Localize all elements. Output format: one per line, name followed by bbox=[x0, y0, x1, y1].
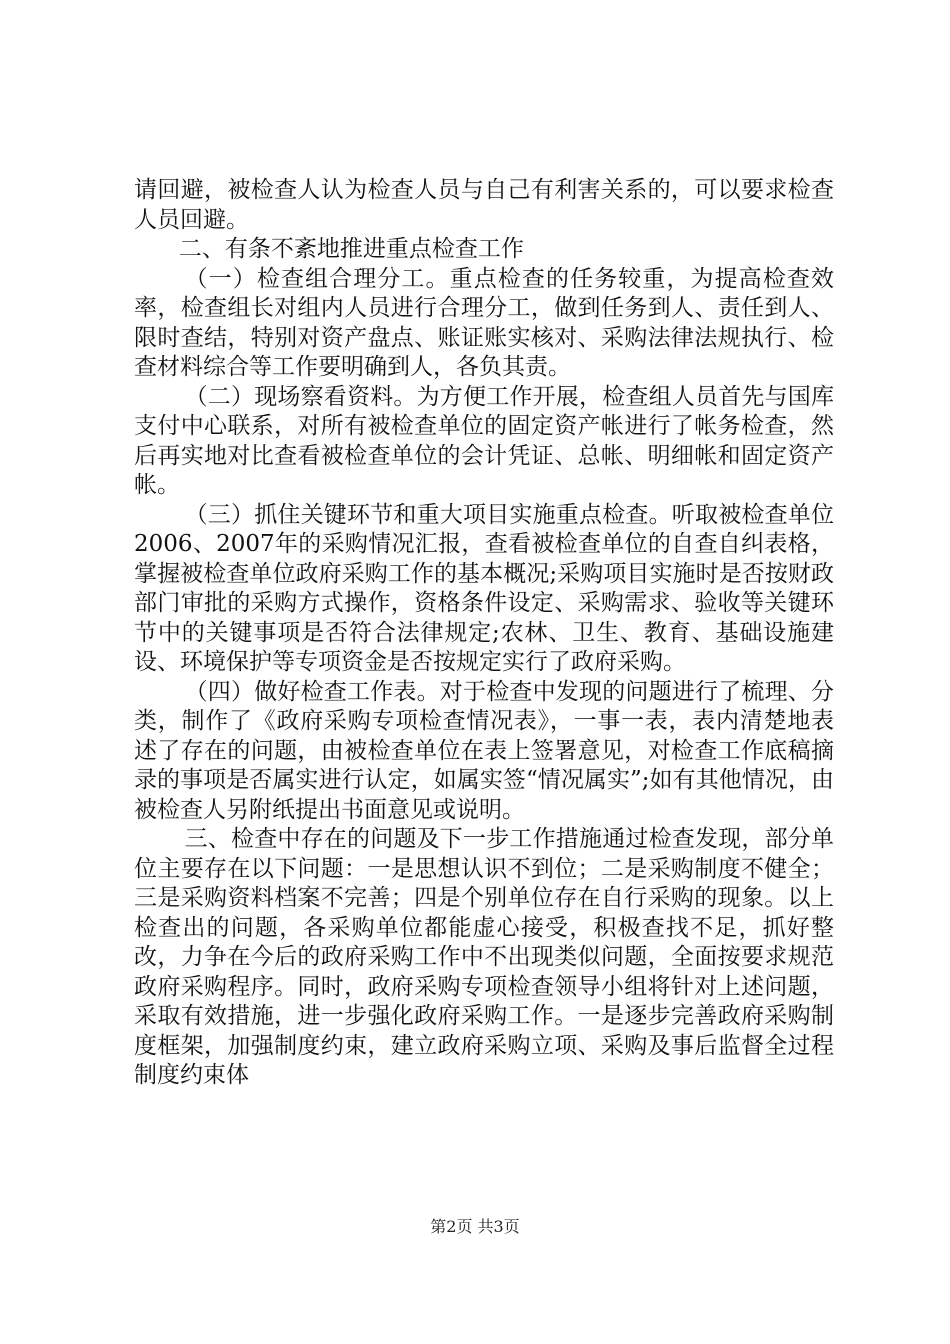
section-heading-2: 二、有条不紊地推进重点检查工作 bbox=[178, 236, 524, 262]
paragraph-item-3: （三）抓住关键环节和重大项目实施重点检查。听取被检查单位2006、2007年的采购情况汇报，查看被检查单位的自查自纠表格，掌握被检查单位政府采购工作的基本概况;采购项目实施时是否按财政部门审批的采购方式操作，资格条件设定、采购需求、验收等关键环节中的关键事项是否符合法律规定;农林、卫生、教育、基础设施建设、环境保护等专项资金是否按规定实行了政府采购。 bbox=[134, 501, 834, 675]
paragraph-item-2: （二）现场察看资料。为方便工作开展，检查组人员首先与国库支付中心联系，对所有被检查单位的固定资产帐进行了帐务检查，然后再实地对比查看被检查单位的会计凭证、总帐、明细帐和固定资产帐。 bbox=[134, 383, 834, 498]
page-number-footer: 第2页 共3页 bbox=[430, 1217, 520, 1236]
paragraph-item-1: （一）检查组合理分工。重点检查的任务较重，为提高检查效率，检查组长对组内人员进行合理分工，做到任务到人、责任到人、限时查结，特别对资产盘点、账证账实核对、采购法律法规执行、检查材料综合等工作要明确到人，各负其责。 bbox=[134, 265, 834, 380]
paragraph-continued: 请回避，被检查人认为检查人员与自己有利害关系的，可以要求检查人员回避。 bbox=[134, 177, 834, 233]
paragraph-item-4: （四）做好检查工作表。对于检查中发现的问题进行了梳理、分类，制作了《政府采购专项检查情况表》，一事一表，表内清楚地表述了存在的问题，由被检查单位在表上签署意见，对检查工作底稿摘录的事项是否属实进行认定，如属实签“情况属实”;如有其他情况，由被检查人另附纸提出书面意见或说明。 bbox=[134, 678, 834, 823]
section-3-paragraph: 三、检查中存在的问题及下一步工作措施通过检查发现，部分单位主要存在以下问题：一是思想认识不到位；二是采购制度不健全；三是采购资料档案不完善；四是个别单位存在自行采购的现象。以上检查出的问题，各采购单位都能虚心接受，积极查找不足，抓好整改，力争在今后的政府采购工作中不出现类似问题，全面按要求规范政府采购程序。同时，政府采购专项检查领导小组将针对上述问题，采取有效措施，进一步强化政府采购工作。一是逐步完善政府采购制度框架，加强制度约束，建立政府采购立项、采购及事后监督全过程制度约束体 bbox=[134, 826, 834, 1088]
document-body bbox=[134, 176, 834, 1091]
